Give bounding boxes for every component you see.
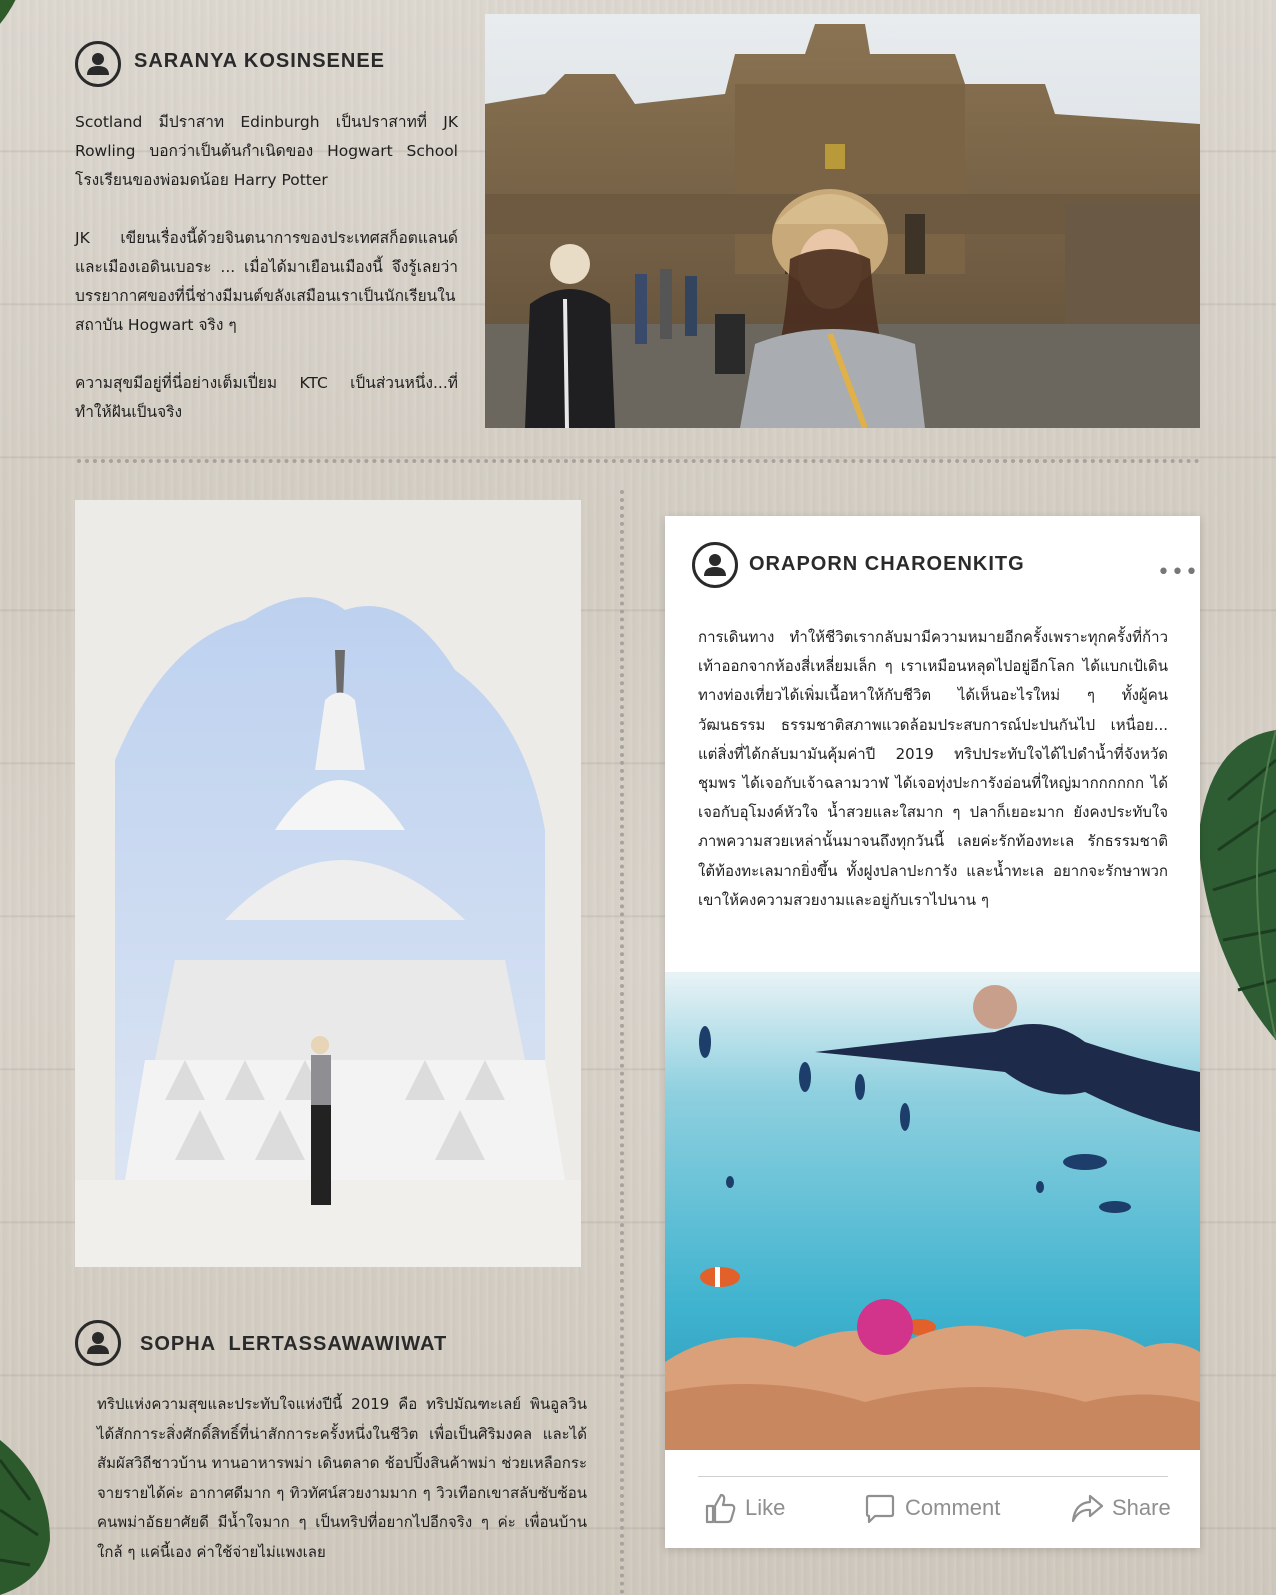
post2-card (665, 516, 1200, 1548)
avatar-icon (75, 41, 121, 87)
more-dots-icon[interactable]: ••• (1157, 560, 1199, 585)
avatar-icon (692, 542, 738, 588)
post1-paragraph-1: Scotland มีปราสาท Edinburgh เป็นปราสาทที่ JK Rowling บอกว่าเป็นต้นกำเนิดของ Hogwart School โรงเรียนของพ่อมดน้อย Harry Potter (75, 113, 458, 189)
comment-bubble-icon (863, 1491, 897, 1525)
leaf-top-left-decoration (0, 0, 30, 40)
thumbs-up-icon (703, 1491, 737, 1525)
avatar-icon (75, 1320, 121, 1366)
post1-author-name: SARANYA KOSINSENEE (134, 50, 386, 72)
leaf-right-decoration (1198, 720, 1276, 1040)
post3-author-name: SOPHA LERTASSAWAWIWAT (140, 1333, 448, 1355)
like-button[interactable] (703, 1491, 785, 1525)
post3-photo-white-pagoda (75, 500, 581, 1267)
post1-paragraph-3: ความสุขมีอยู่ที่นี่อย่างเต็มเปี่ยม KTC เป็นส่วนหนึ่ง...ที่ทำให้ฝันเป็นจริง (75, 374, 458, 421)
leaf-bottom-left-decoration (0, 1440, 55, 1595)
vertical-dotted-divider (620, 490, 624, 1595)
horizontal-dotted-divider (77, 459, 1200, 463)
post1-photo-edinburgh-castle (485, 14, 1200, 428)
post2-text: การเดินทาง ทำให้ชีวิตเรากลับมามีความหมายอีกครั้งเพราะทุกครั้งที่ก้าวเท้าออกจากห้องสี่เหลี่ยมเล็ก ๆ เราเหมือนหลุดไปอยู่อีกโลก ได้แบกเป้เดินทางท่องเที่ยวได้เพิ่มเนื้อหาให้กับชีวิต ได้เห็นอะไรใหม่ ๆ ทั้งผู้คน วัฒนธรรม ธรรมชาติสภาพแวดล้อมประสบการณ์ปะปนกันไป เหนื่อย... แต่สิ่งที่ได้กลับมามันคุ้มค่าปี 2019 ทริปประทับใจได้ไปดำน้ำที่จังหวัดชุมพร ได้เจอกับเจ้าฉลามวาฬ ได้เจอทุ่งปะการังอ่อนที่ใหญ่มากกกกกก ได้เจอกับอุโมงค์หัวใจ น้ำสวยและใสมาก ๆ ปลาก็เยอะมาก ยังคงประทับใจภาพความสวยเหล่านั้นมาจนถึงทุกวันนี้ เลยค่ะรักท้องทะเล รักธรรมชาติใต้ท้องทะเลมากยิ่งขึ้น ทั้งฝูงปลาปะการัง และน้ำทะเล อยากจะรักษาพวกเขาให้คงความสวยงามและอยู่กับเราไปนาน ๆ (698, 628, 1168, 909)
post1-text (75, 108, 458, 427)
post2-action-divider (698, 1476, 1168, 1477)
share-arrow-icon (1070, 1491, 1104, 1525)
share-label: Share (1112, 1495, 1171, 1520)
comment-label: Comment (905, 1495, 1001, 1520)
post1-paragraph-2: JK เขียนเรื่องนี้ด้วยจินตนาการของประเทศสก็อตแลนด์ และเมืองเอดินเบอระ ... เมื่อได้มาเยือนเมืองนี้ จึงรู้เลยว่าบรรยากาศของที่นี่ช่างมีมนต์ขลังเสมือนเราเป็นนักเรียนในสถาบัน Hogwart จริง ๆ (75, 229, 458, 334)
post2-author-name: ORAPORN CHAROENKITG (749, 553, 1025, 575)
share-button[interactable] (1070, 1491, 1171, 1525)
like-label: Like (745, 1495, 786, 1520)
post3-text: ทริปแห่งความสุขและประทับใจแห่งปีนี้ 2019 คือ ทริปมัณฑะเลย์ พินอูลวิน ได้สักการะสิ่งศักดิ์สิทธิ์ที่น่าสักการะครั้งหนึ่งในชีวิต เพื่อเป็นศิริมงคล และได้สัมผัสวิถีชาวบ้าน ทานอาหารพม่า เดินตลาด ช้อปปิ้งสินค้าพม่า ช่วยเหลือกระจายรายได้ค่ะ อากาศดีมาก ๆ ทิวทัศน์สวยงามมาก ๆ วิวเทือกเขาสลับซับซ้อน คนพม่าอัธยาศัยดี มีน้ำใจมาก ๆ เป็นทริปที่อยากไปอีกจริง ๆ ค่ะ เพื่อนบ้านใกล้ ๆ แค่นี้เอง ค่าใช้จ่ายไม่แพงเลย (97, 1395, 587, 1561)
post2-photo-underwater-diving (665, 972, 1200, 1450)
comment-button[interactable] (863, 1491, 1000, 1525)
